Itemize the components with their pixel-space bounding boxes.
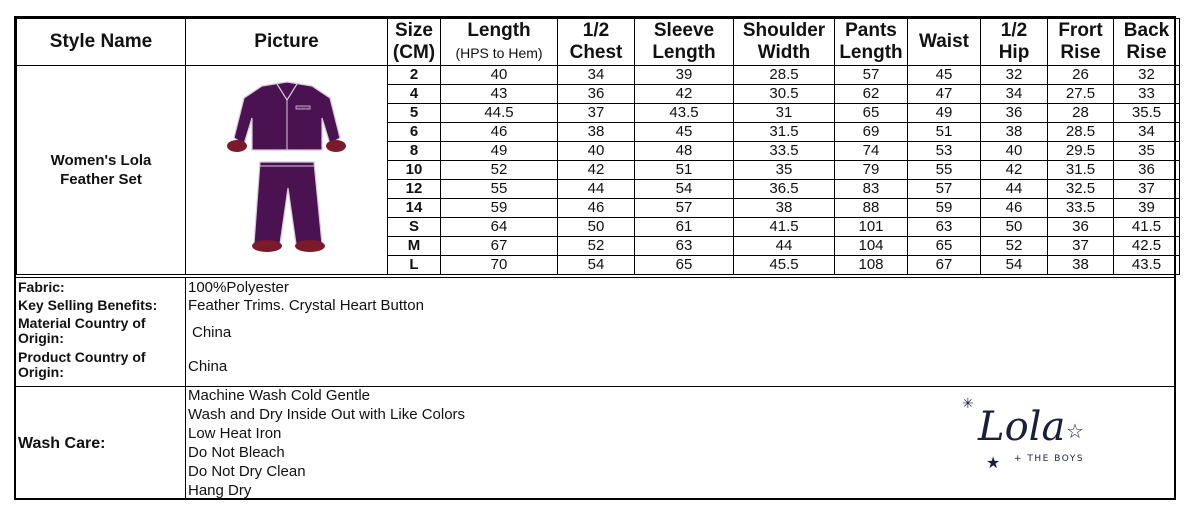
measurement-cell: 46 bbox=[981, 199, 1048, 218]
wash-line: Low Heat Iron bbox=[188, 425, 282, 442]
header-size: Size (CM) bbox=[388, 19, 441, 66]
measurement-cell: 37 bbox=[1114, 180, 1180, 199]
table-row bbox=[17, 66, 1180, 85]
size-cell: 6 bbox=[388, 123, 441, 142]
measurement-cell: 63 bbox=[635, 237, 734, 256]
measurement-cell: 79 bbox=[835, 161, 908, 180]
measurement-cell: 67 bbox=[441, 237, 558, 256]
wash-line: Hang Dry bbox=[188, 482, 252, 499]
size-cell: 12 bbox=[388, 180, 441, 199]
measurement-cell: 33 bbox=[1114, 85, 1180, 104]
material-origin-value: China bbox=[192, 324, 232, 341]
measurement-cell: 45 bbox=[908, 66, 981, 85]
measurement-cell: 32 bbox=[1114, 66, 1180, 85]
measurement-cell: 28.5 bbox=[1048, 123, 1114, 142]
benefits-value: Feather Trims. Crystal Heart Button bbox=[188, 297, 424, 314]
measurement-cell: 43 bbox=[441, 85, 558, 104]
measurement-cell: 51 bbox=[635, 161, 734, 180]
measurement-cell: 28 bbox=[1048, 104, 1114, 123]
svg-text:✳: ✳ bbox=[962, 396, 974, 412]
measurement-cell: 59 bbox=[441, 199, 558, 218]
measurement-cell: 52 bbox=[441, 161, 558, 180]
measurement-cell: 44.5 bbox=[441, 104, 558, 123]
measurement-cell: 36.5 bbox=[734, 180, 835, 199]
measurement-cell: 57 bbox=[635, 199, 734, 218]
measurement-cell: 45 bbox=[635, 123, 734, 142]
measurement-cell: 36 bbox=[1048, 218, 1114, 237]
measurement-cell: 83 bbox=[835, 180, 908, 199]
measurement-cell: 35.5 bbox=[1114, 104, 1180, 123]
measurement-cell: 64 bbox=[441, 218, 558, 237]
size-cell: 10 bbox=[388, 161, 441, 180]
measurement-cell: 26 bbox=[1048, 66, 1114, 85]
product-picture bbox=[186, 66, 388, 275]
measurement-cell: 35 bbox=[734, 161, 835, 180]
measurement-cell: 36 bbox=[558, 85, 635, 104]
header-pants: Pants Length bbox=[835, 19, 908, 66]
measurement-cell: 40 bbox=[558, 142, 635, 161]
measurement-cell: 37 bbox=[1048, 237, 1114, 256]
measurement-cell: 44 bbox=[558, 180, 635, 199]
header-hip: 1/2 Hip bbox=[981, 19, 1048, 66]
header-front-rise: Frort Rise bbox=[1048, 19, 1114, 66]
measurement-cell: 36 bbox=[981, 104, 1048, 123]
measurement-cell: 30.5 bbox=[734, 85, 835, 104]
wash-line: Machine Wash Cold Gentle bbox=[188, 387, 371, 404]
measurement-cell: 39 bbox=[1114, 199, 1180, 218]
header-back-rise: Back Rise bbox=[1114, 19, 1180, 66]
measurement-cell: 42 bbox=[981, 161, 1048, 180]
measurement-cell: 44 bbox=[981, 180, 1048, 199]
measurement-cell: 43.5 bbox=[635, 104, 734, 123]
measurement-cell: 65 bbox=[635, 256, 734, 275]
measurement-cell: 39 bbox=[635, 66, 734, 85]
measurement-cell: 38 bbox=[981, 123, 1048, 142]
measurement-cell: 55 bbox=[908, 161, 981, 180]
measurement-cell: 42.5 bbox=[1114, 237, 1180, 256]
measurement-cell: 65 bbox=[908, 237, 981, 256]
measurement-cell: 49 bbox=[908, 104, 981, 123]
measurement-cell: 41.5 bbox=[1114, 218, 1180, 237]
size-cell: L bbox=[388, 256, 441, 275]
fabric-value: 100%Polyester bbox=[188, 279, 289, 296]
measurement-cell: 38 bbox=[1048, 256, 1114, 275]
wash-line: Do Not Dry Clean bbox=[188, 463, 306, 480]
measurement-cell: 41.5 bbox=[734, 218, 835, 237]
product-origin-label-1: Product Country of bbox=[18, 349, 146, 365]
divider bbox=[185, 387, 186, 499]
measurement-cell: 27.5 bbox=[1048, 85, 1114, 104]
measurement-cell: 55 bbox=[441, 180, 558, 199]
header-length: Length (HPS to Hem) bbox=[441, 19, 558, 66]
style-name-line: Feather Set bbox=[60, 171, 142, 188]
wash-line: Do Not Bleach bbox=[188, 444, 285, 461]
measurement-cell: 31.5 bbox=[734, 123, 835, 142]
logo-tagline: + THE BOYS bbox=[1014, 454, 1085, 464]
measurement-cell: 33.5 bbox=[734, 142, 835, 161]
measurement-cell: 52 bbox=[558, 237, 635, 256]
measurement-cell: 44 bbox=[734, 237, 835, 256]
measurement-cell: 46 bbox=[441, 123, 558, 142]
size-chart-table bbox=[16, 18, 1180, 275]
wash-line: Wash and Dry Inside Out with Like Colors bbox=[188, 406, 466, 423]
measurement-cell: 65 bbox=[835, 104, 908, 123]
measurement-cell: 34 bbox=[1114, 123, 1180, 142]
measurement-cell: 88 bbox=[835, 199, 908, 218]
measurement-cell: 42 bbox=[635, 85, 734, 104]
measurement-cell: 50 bbox=[981, 218, 1048, 237]
wash-care-label: Wash Care: bbox=[18, 435, 106, 452]
size-cell: 8 bbox=[388, 142, 441, 161]
measurement-cell: 104 bbox=[835, 237, 908, 256]
measurement-cell: 48 bbox=[635, 142, 734, 161]
measurement-cell: 50 bbox=[558, 218, 635, 237]
measurement-cell: 36 bbox=[1114, 161, 1180, 180]
measurement-cell: 31 bbox=[734, 104, 835, 123]
measurement-cell: 35 bbox=[1114, 142, 1180, 161]
measurement-cell: 54 bbox=[635, 180, 734, 199]
measurement-cell: 38 bbox=[734, 199, 835, 218]
measurement-cell: 33.5 bbox=[1048, 199, 1114, 218]
measurement-cell: 101 bbox=[835, 218, 908, 237]
measurement-cell: 37 bbox=[558, 104, 635, 123]
measurement-cell: 34 bbox=[558, 66, 635, 85]
measurement-cell: 70 bbox=[441, 256, 558, 275]
header-chest: 1/2 Chest bbox=[558, 19, 635, 66]
measurement-cell: 67 bbox=[908, 256, 981, 275]
material-origin-label-2: Origin: bbox=[18, 330, 64, 346]
header-style-name: Style Name bbox=[17, 19, 186, 66]
measurement-cell: 34 bbox=[981, 85, 1048, 104]
measurement-cell: 51 bbox=[908, 123, 981, 142]
measurement-cell: 74 bbox=[835, 142, 908, 161]
svg-text:☆: ☆ bbox=[1066, 419, 1084, 443]
measurement-cell: 46 bbox=[558, 199, 635, 218]
header-waist: Waist bbox=[908, 19, 981, 66]
logo-script: Lola bbox=[978, 404, 1066, 450]
size-cell: S bbox=[388, 218, 441, 237]
measurement-cell: 49 bbox=[441, 142, 558, 161]
header-sleeve: Sleeve Length bbox=[635, 19, 734, 66]
measurement-cell: 29.5 bbox=[1048, 142, 1114, 161]
measurement-cell: 69 bbox=[835, 123, 908, 142]
measurement-cell: 42 bbox=[558, 161, 635, 180]
brand-logo bbox=[948, 388, 1088, 484]
measurement-cell: 62 bbox=[835, 85, 908, 104]
measurement-cell: 54 bbox=[558, 256, 635, 275]
measurement-cell: 43.5 bbox=[1114, 256, 1180, 275]
measurement-cell: 54 bbox=[981, 256, 1048, 275]
measurement-cell: 32 bbox=[981, 66, 1048, 85]
measurement-cell: 45.5 bbox=[734, 256, 835, 275]
measurement-cell: 57 bbox=[908, 180, 981, 199]
header-shoulder: Shoulder Width bbox=[734, 19, 835, 66]
style-name-cell bbox=[17, 66, 186, 275]
fabric-label: Fabric: bbox=[18, 279, 65, 295]
svg-text:★: ★ bbox=[986, 453, 1001, 472]
measurement-cell: 57 bbox=[835, 66, 908, 85]
material-origin-label-1: Material Country of bbox=[18, 315, 146, 331]
measurement-cell: 61 bbox=[635, 218, 734, 237]
measurement-cell: 40 bbox=[981, 142, 1048, 161]
measurement-cell: 47 bbox=[908, 85, 981, 104]
measurement-cell: 108 bbox=[835, 256, 908, 275]
measurement-cell: 32.5 bbox=[1048, 180, 1114, 199]
size-cell: 5 bbox=[388, 104, 441, 123]
measurement-cell: 52 bbox=[981, 237, 1048, 256]
measurement-cell: 40 bbox=[441, 66, 558, 85]
style-name-line: Women's Lola bbox=[50, 152, 152, 169]
measurement-cell: 59 bbox=[908, 199, 981, 218]
measurement-cell: 28.5 bbox=[734, 66, 835, 85]
measurement-cell: 63 bbox=[908, 218, 981, 237]
divider bbox=[185, 278, 186, 386]
size-cell: 4 bbox=[388, 85, 441, 104]
measurement-cell: 31.5 bbox=[1048, 161, 1114, 180]
product-info bbox=[16, 277, 1174, 386]
size-cell: 2 bbox=[388, 66, 441, 85]
benefits-label: Key Selling Benefits: bbox=[18, 297, 158, 313]
measurement-cell: 53 bbox=[908, 142, 981, 161]
measurement-cell: 38 bbox=[558, 123, 635, 142]
size-cell: M bbox=[388, 237, 441, 256]
size-cell: 14 bbox=[388, 199, 441, 218]
pajama-set-illustration bbox=[222, 78, 352, 258]
product-origin-value: China bbox=[188, 358, 228, 375]
header-picture: Picture bbox=[186, 19, 388, 66]
product-origin-label-2: Origin: bbox=[18, 364, 64, 380]
